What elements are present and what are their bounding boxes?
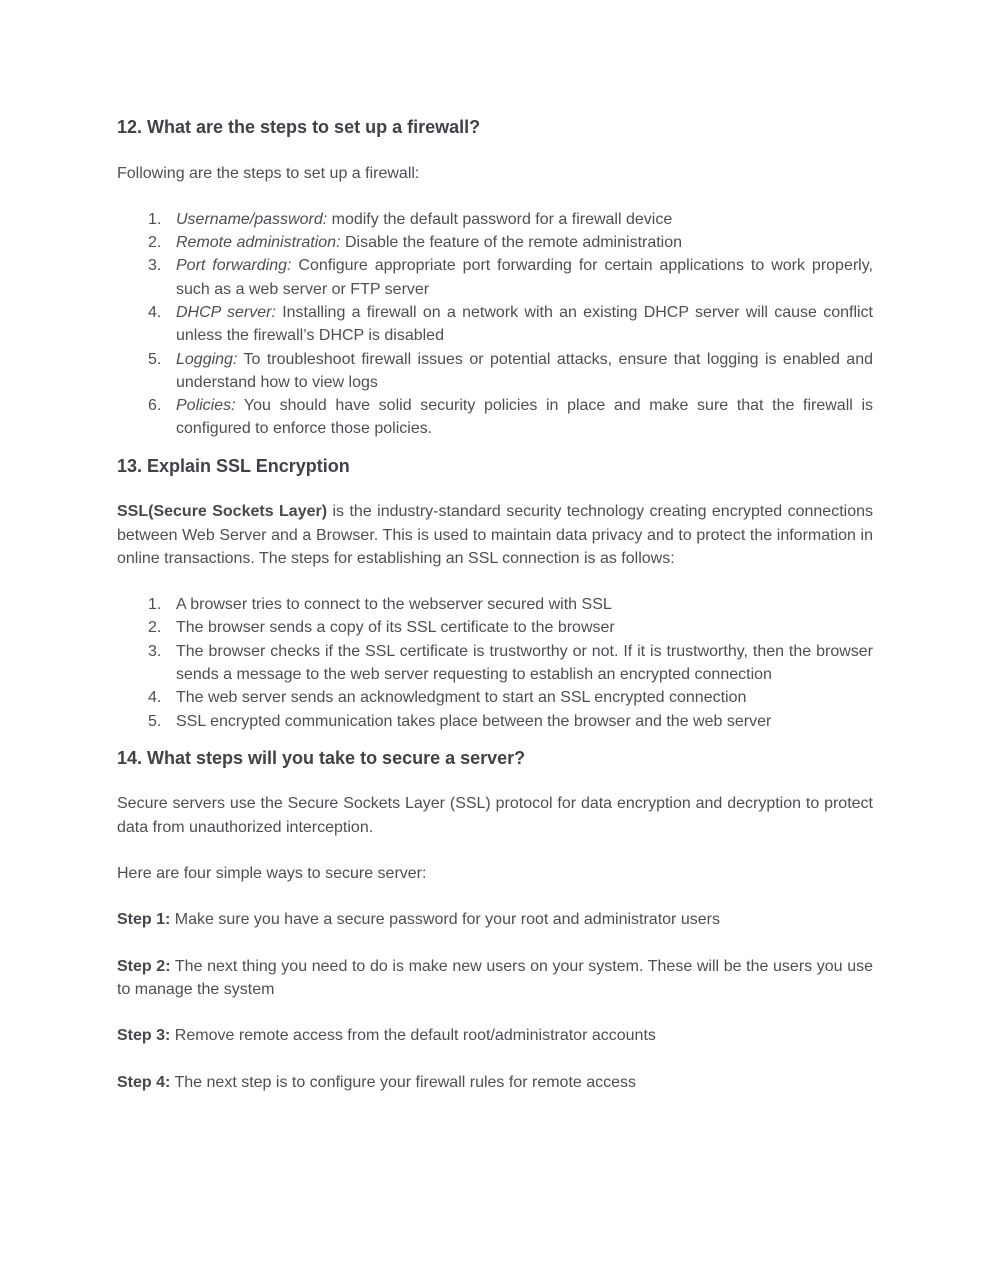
step-text: Remove remote access from the default root/administrator accounts bbox=[170, 1027, 656, 1045]
term-label-bold: SSL(Secure Sockets Layer) bbox=[117, 503, 328, 521]
term-label: Port forwarding: bbox=[176, 257, 292, 275]
step-label: Step 2: bbox=[117, 957, 171, 975]
list-item-text: You should have solid security policies in place and make sure that the firewall is configured to enforce those policies. bbox=[176, 397, 873, 438]
step-text: The next step is to configure your firewall rules for remote access bbox=[170, 1073, 637, 1091]
list-item bbox=[176, 208, 873, 231]
step-paragraph bbox=[117, 955, 873, 1002]
list-item-text: Installing a firewall on a network with an existing DHCP server will cause conflict unless the firewall’s DHCP is disabled bbox=[176, 303, 874, 345]
list-item-text: modify the default password for a firewall device bbox=[327, 210, 673, 228]
term-label: Remote administration: bbox=[176, 234, 341, 252]
step-paragraph bbox=[117, 1024, 873, 1047]
list-item-text: To troubleshoot firewall issues or potential attacks, ensure that logging is enabled and understand how to view logs bbox=[176, 350, 873, 391]
body-paragraph: Secure servers use the Secure Sockets Layer (SSL) protocol for data encryption and decryption to protect data from unauthorized interception. bbox=[117, 795, 873, 836]
ssl-connection-steps-list bbox=[117, 593, 873, 733]
list-item bbox=[176, 394, 873, 441]
question-heading: 13. Explain SSL Encryption bbox=[117, 455, 350, 476]
body-paragraph: Here are four simple ways to secure server: bbox=[117, 865, 427, 883]
intro-paragraph: Following are the steps to set up a firewall: bbox=[117, 164, 420, 182]
step-label: Step 1: bbox=[117, 911, 171, 929]
section-firewall-setup bbox=[117, 115, 873, 441]
list-item: The web server sends an acknowledgment to start an SSL encrypted connection bbox=[176, 689, 747, 707]
intro-paragraph bbox=[117, 500, 873, 570]
step-paragraph bbox=[117, 908, 873, 931]
question-heading: 12. What are the steps to set up a firewall? bbox=[117, 117, 481, 137]
list-item bbox=[176, 254, 873, 301]
term-label: Policies: bbox=[176, 397, 236, 415]
step-paragraph bbox=[117, 1071, 873, 1094]
list-item bbox=[176, 301, 873, 348]
list-item bbox=[176, 231, 873, 254]
list-item: The browser checks if the SSL certificate is trustworthy or not. If it is trustworthy, then the browser sends a message to the web server requesting to establish an encrypted connection bbox=[176, 642, 873, 684]
paragraph-text: is the industry-standard security technology creating encrypted connections between Web Server and a Browser. This is used to maintain data privacy and to protect the information in online transactions. The steps for establishing an SSL connection is as follows: bbox=[117, 503, 873, 567]
step-label: Step 4: bbox=[117, 1073, 171, 1091]
document-page bbox=[117, 115, 873, 1094]
term-label: DHCP server: bbox=[176, 303, 276, 321]
question-heading: 14. What steps will you take to secure a server? bbox=[117, 747, 526, 768]
section-ssl-encryption bbox=[117, 454, 873, 733]
section-secure-server bbox=[117, 746, 873, 1094]
list-item: SSL encrypted communication takes place between the browser and the web server bbox=[176, 712, 772, 730]
list-item-text: Disable the feature of the remote administration bbox=[340, 234, 683, 252]
step-text: The next thing you need to do is make new users on your system. These will be the users you use to manage the system bbox=[117, 957, 874, 998]
term-label: Logging: bbox=[176, 350, 238, 368]
list-item bbox=[176, 348, 873, 395]
step-label: Step 3: bbox=[117, 1027, 171, 1045]
term-label: Username/password: bbox=[176, 210, 328, 228]
list-item-text: Configure appropriate port forwarding for certain applications to work properly, such as a web server or FTP server bbox=[176, 257, 873, 298]
firewall-setup-steps-list bbox=[117, 208, 873, 441]
list-item: The browser sends a copy of its SSL certificate to the browser bbox=[176, 619, 615, 637]
step-text: Make sure you have a secure password for your root and administrator users bbox=[170, 911, 720, 929]
list-item: A browser tries to connect to the webserver secured with SSL bbox=[176, 596, 612, 614]
